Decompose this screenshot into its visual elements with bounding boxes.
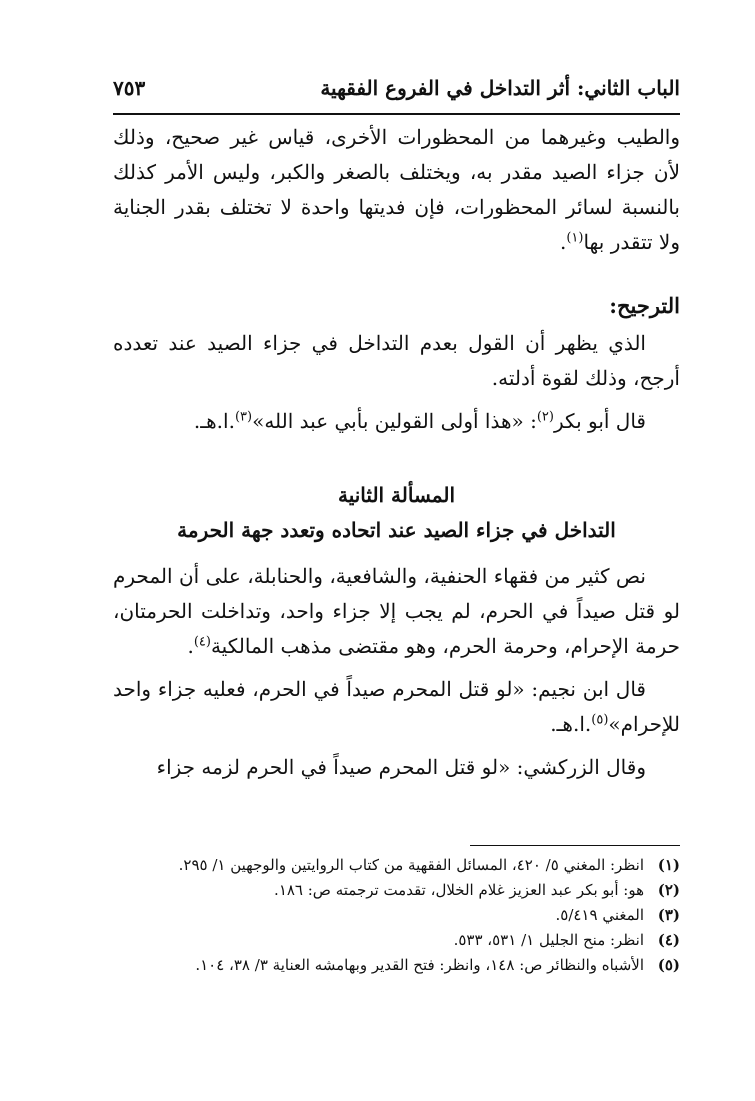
footnote-number: (١) bbox=[657, 856, 680, 874]
footnote-text: انظر: منح الجليل ١/ ٥٣١، ٥٣٣. bbox=[453, 931, 644, 949]
quote-end: .ا.هـ. bbox=[193, 409, 235, 433]
paragraph-text: والطيب وغيرهما من المحظورات الأخرى، قياس غير صحيح، وذلك لأن جزاء الصيد مقدر به، ويختلف بالصغر والكبر، وليس الأمر كذلك بالنسبة لسائر المحظورات، فإن فديتها واحدة لا تختلف بقدر الجناية ولا تتقدر بها bbox=[113, 125, 680, 254]
quote-text: قال أبو بكر bbox=[553, 409, 646, 433]
footnote-text: هو: أبو بكر عبد العزيز غلام الخلال، تقدمت ترجمته ص: ١٨٦. bbox=[274, 881, 644, 899]
footnote-number: (٥) bbox=[657, 956, 680, 974]
paragraph-continuation bbox=[113, 120, 680, 260]
quote-abu-bakr bbox=[113, 404, 680, 439]
quote-zarkashi: وقال الزركشي: «لو قتل المحرم صيداً في الحرم لزمه جزاء bbox=[156, 755, 646, 779]
section-heading-tarjih: الترجيح: bbox=[609, 293, 680, 318]
footnote-number: (٤) bbox=[657, 931, 680, 949]
paragraph-tarjih: الذي يظهر أن القول بعدم التداخل في جزاء الصيد عند تعدده أرجح، وذلك لقوة أدلته. bbox=[113, 331, 680, 390]
quote-end: .ا.هـ. bbox=[550, 712, 592, 736]
chapter-title: الباب الثاني: أثر التداخل في الفروع الفقهية bbox=[320, 76, 680, 100]
main-text bbox=[113, 120, 680, 785]
footnote-number: (٣) bbox=[657, 906, 680, 924]
footnote-item bbox=[113, 953, 680, 978]
footnote-item bbox=[113, 853, 680, 878]
masala-subtitle: التداخل في جزاء الصيد عند اتحاده وتعدد جهة الحرمة bbox=[177, 518, 616, 542]
paragraph-nass bbox=[113, 559, 680, 664]
footnote-item bbox=[113, 928, 680, 953]
quote-text: : «هذا أولى القولين بأبي عبد الله» bbox=[252, 409, 537, 433]
header-divider bbox=[113, 113, 680, 115]
footnote-divider bbox=[470, 845, 680, 846]
footnote-ref: (٤) bbox=[193, 634, 211, 650]
footnotes bbox=[113, 853, 680, 978]
masala-title: المسألة الثانية bbox=[337, 483, 456, 507]
footnote-number: (٢) bbox=[657, 881, 680, 899]
footnote-item bbox=[113, 903, 680, 928]
footnote-text: انظر: المغني ٥/ ٤٢٠، المسائل الفقهية من كتاب الروايتين والوجهين ١/ ٢٩٥. bbox=[178, 856, 644, 874]
quote-ibn-nujaym bbox=[113, 672, 680, 742]
footnote-item bbox=[113, 878, 680, 903]
footnote-ref: (١) bbox=[566, 230, 584, 246]
quote-text: قال ابن نجيم: «لو قتل المحرم صيداً في الحرم، فعليه جزاء واحد للإحرام» bbox=[113, 677, 680, 736]
footnote-ref: (٢) bbox=[536, 409, 554, 425]
footnote-ref: (٥) bbox=[591, 712, 609, 728]
running-header bbox=[113, 68, 680, 108]
page-number: ٧٥٣ bbox=[113, 76, 146, 100]
paragraph-end: . bbox=[559, 230, 567, 254]
paragraph-text: نص كثير من فقهاء الحنفية، والشافعية، والحنابلة، على أن المحرم لو قتل صيداً في الحرم، لم يجب إلا جزاء واحد، وتداخلت الحرمتان، حرمة الإحرام، وحرمة الحرم، وهو مقتضى مذهب المالكية bbox=[113, 564, 680, 658]
footnote-text: الأشباه والنظائر ص: ١٤٨، وانظر: فتح القدير وبهامشه العناية ٣/ ٣٨، ١٠٤. bbox=[195, 956, 644, 974]
paragraph-end: . bbox=[187, 634, 194, 658]
footnote-ref: (٣) bbox=[234, 409, 253, 425]
footnote-text: المغني ٥/٤١٩. bbox=[555, 906, 644, 924]
